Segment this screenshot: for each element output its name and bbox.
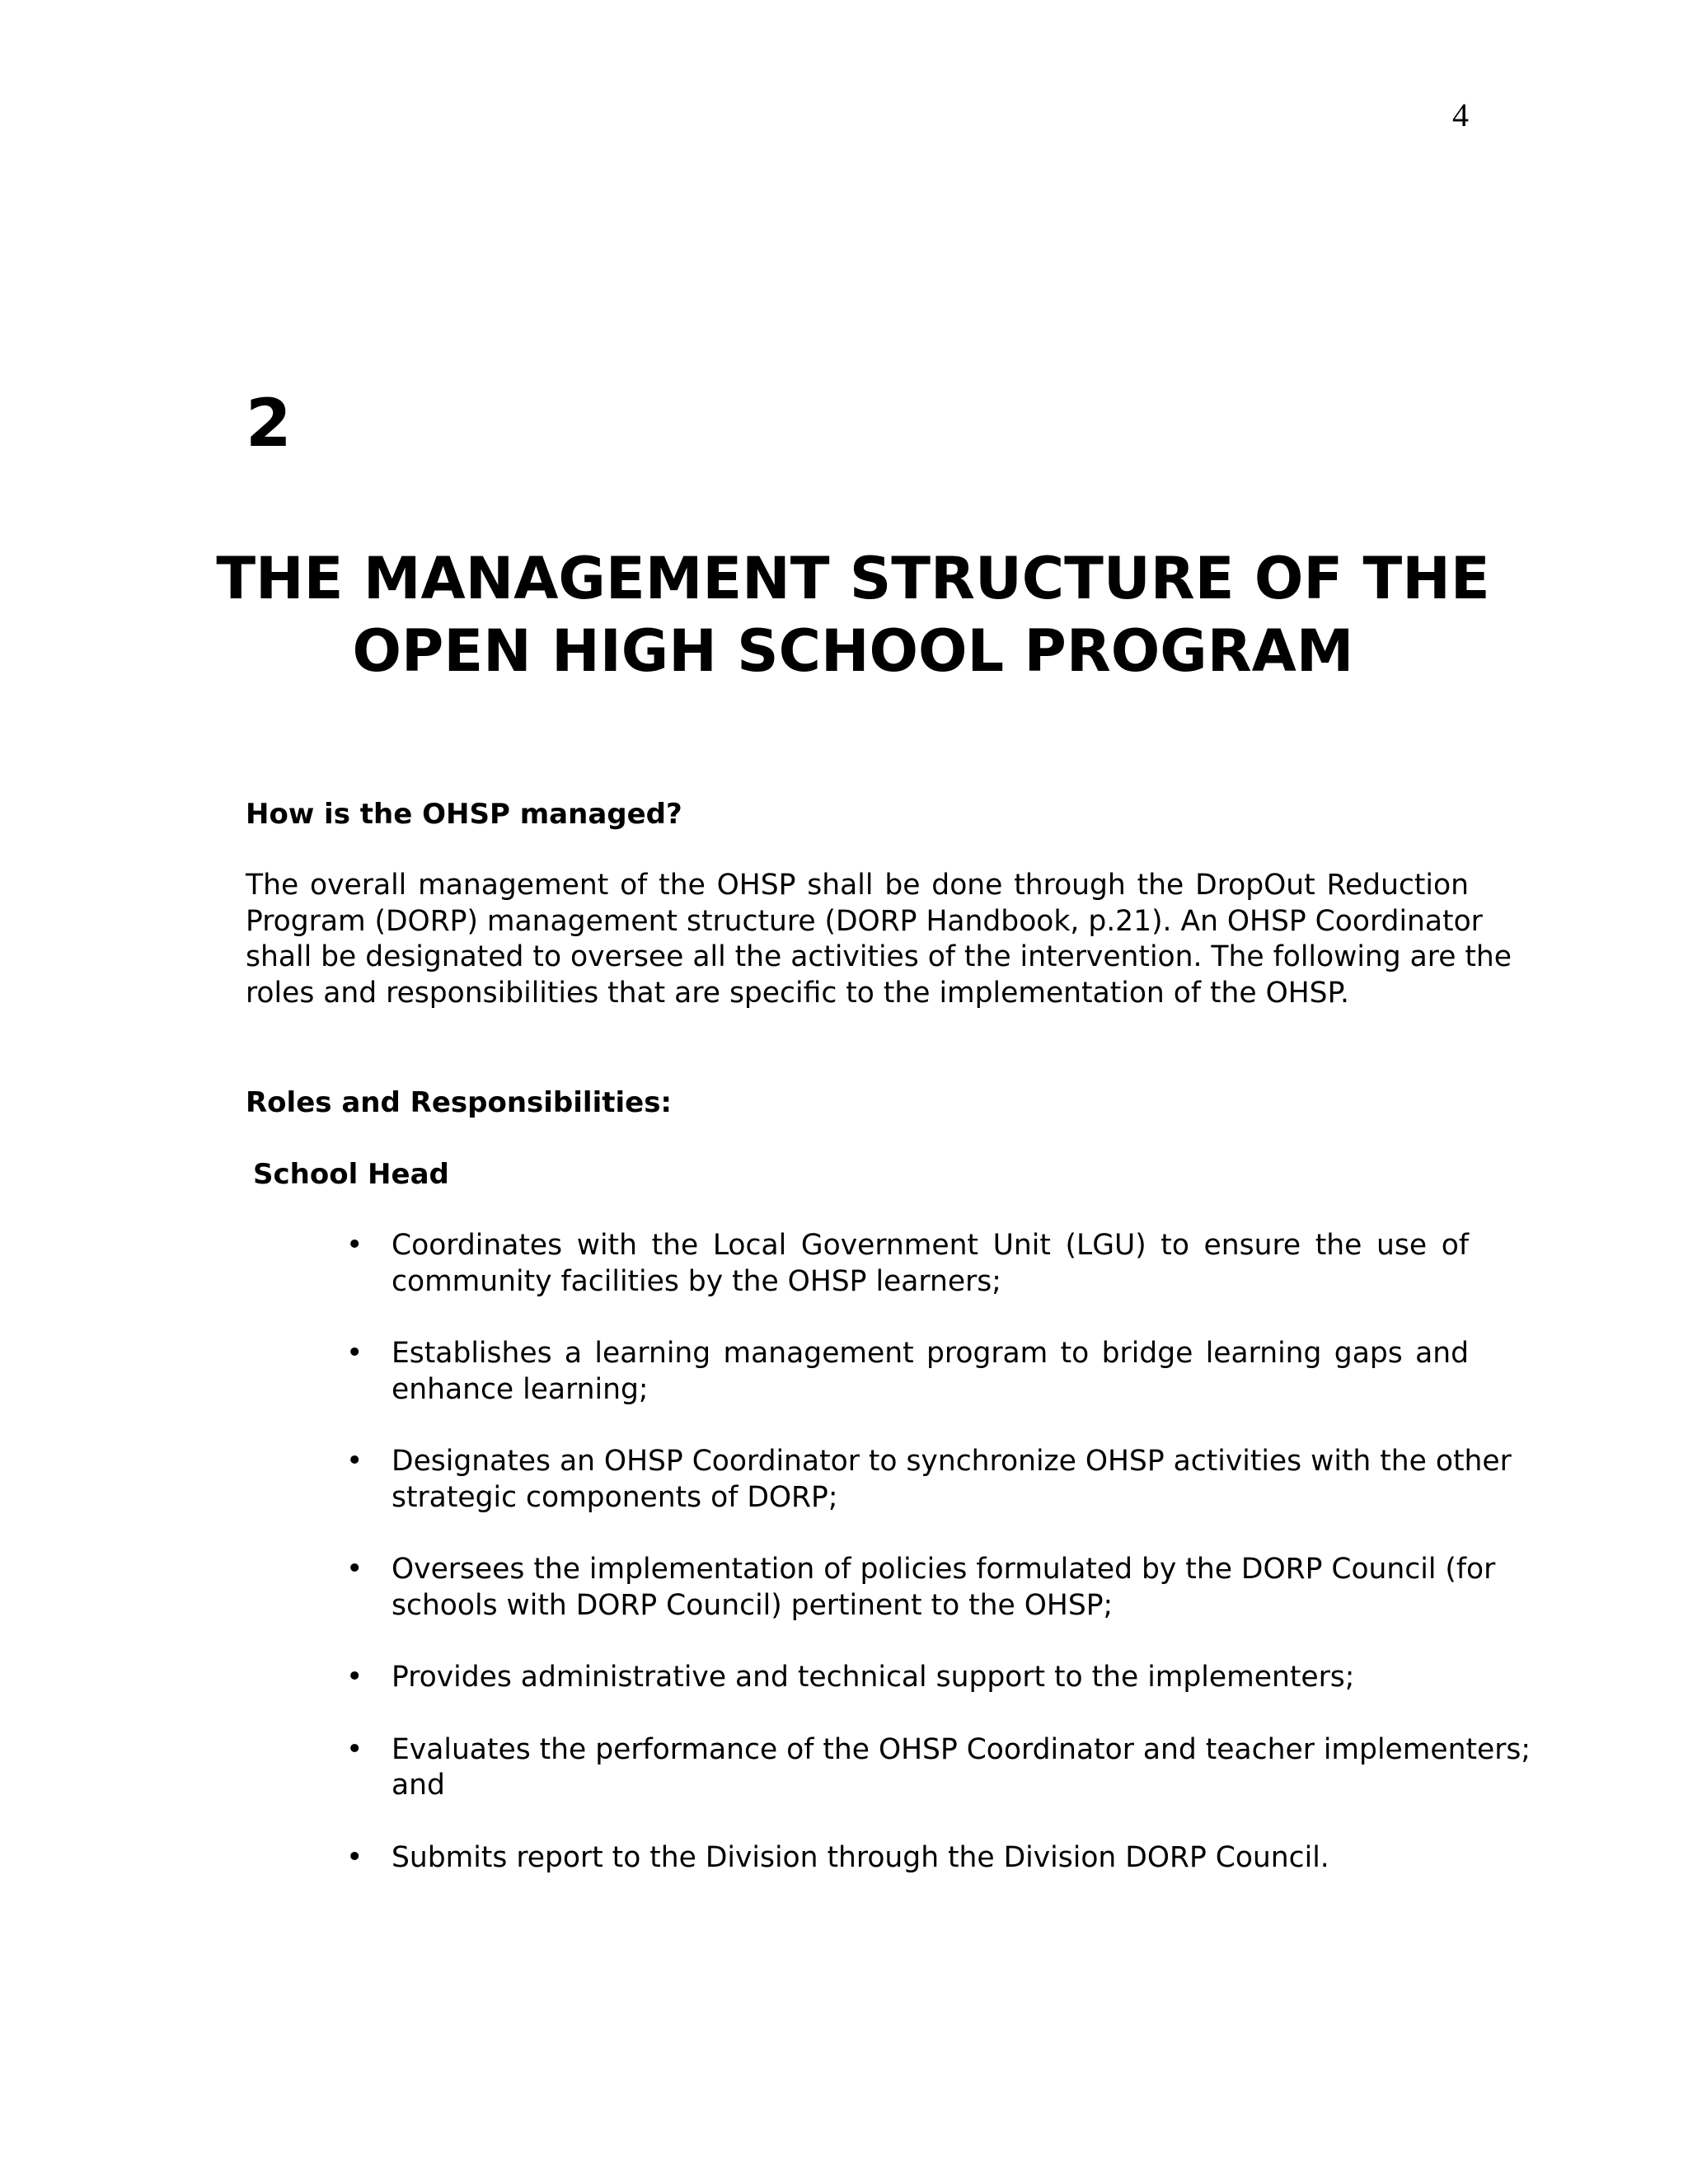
chapter-title-line-2: OPEN HIGH SCHOOL PROGRAM [352,617,1354,685]
list-item-text [392,1228,1469,1300]
list-item [346,1336,1469,1408]
roles-heading: Roles and Responsibilities: [246,1086,673,1119]
list-item-line: Oversees the implementation of policies formulated by the DORP Council (for [392,1553,1496,1586]
list-item-text [392,1336,1469,1408]
bullet-icon: • [346,1553,363,1586]
chapter-title-line-1: THE MANAGEMENT STRUCTURE OF THE [216,545,1490,612]
intro-line-4: roles and responsibilities that are specific to the implementation of the OHSP. [246,976,1349,1010]
list-item [346,1552,1496,1624]
list-item-line: Designates an OHSP Coordinator to synchronize OHSP activities with the other [392,1445,1512,1478]
intro-paragraph [246,868,1512,1011]
chapter-title [198,542,1508,687]
chapter-number: 2 [246,385,292,462]
intro-line-2: Program (DORP) management structure (DORP Handbook, p.21). An OHSP Coordinator [246,904,1483,938]
school-head-responsibilities-list [346,1228,1531,1912]
page-number: 4 [1452,96,1469,134]
bullet-icon: • [346,1840,363,1874]
list-item [346,1840,1469,1877]
list-item-line: Submits report to the Division through the Division DORP Council. [392,1840,1329,1874]
list-item-line: strategic components of DORP; [392,1480,838,1514]
list-item-text [392,1732,1531,1804]
list-item [346,1444,1512,1516]
bullet-icon: • [346,1661,363,1694]
bullet-icon: • [346,1337,363,1370]
list-item [346,1228,1469,1300]
bullet-icon: • [346,1229,363,1262]
intro-line-3: shall be designated to oversee all the activities of the intervention. The following are the [246,940,1512,973]
list-item-line: Coordinates with the Local Government Unit (LGU) to ensure the use of [392,1229,1469,1262]
list-item-line: schools with DORP Council) pertinent to the OHSP; [392,1588,1114,1622]
question-heading: How is the OHSP managed? [246,798,682,831]
school-head-heading: School Head [253,1158,449,1191]
list-item-line: and [392,1769,445,1802]
list-item [346,1732,1531,1804]
list-item-text [392,1444,1512,1516]
list-item-line: Establishes a learning management program to bridge learning gaps and [392,1337,1469,1370]
list-item-line: Provides administrative and technical support to the implementers; [392,1661,1355,1694]
list-item-text [392,1552,1496,1624]
list-item-line: community facilities by the OHSP learners; [392,1264,1001,1298]
bullet-icon: • [346,1445,363,1478]
list-item-line: enhance learning; [392,1372,649,1406]
list-item-line: Evaluates the performance of the OHSP Coordinator and teacher implementers; [392,1732,1531,1766]
list-item-text [392,1660,1469,1696]
list-item-text [392,1840,1469,1877]
intro-line-1: The overall management of the OHSP shall be done through the DropOut Reduction [246,869,1469,902]
bullet-icon: • [346,1732,363,1766]
list-item [346,1660,1469,1696]
